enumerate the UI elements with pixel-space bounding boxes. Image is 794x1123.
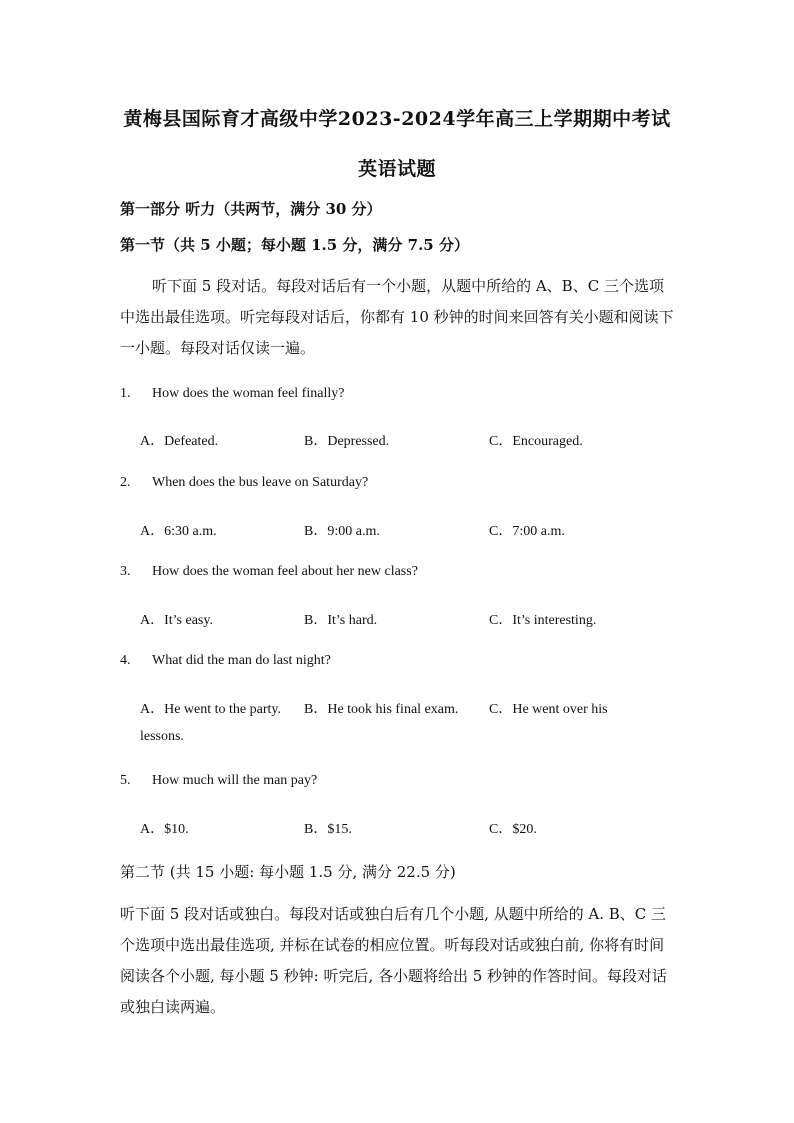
question-text: When does the bus leave on Saturday?: [152, 475, 369, 490]
question-1: [120, 386, 344, 402]
question-2-option-b[interactable]: B．9:00 a.m.: [304, 524, 380, 539]
question-1-option-b[interactable]: B．Depressed.: [304, 434, 390, 449]
section1-heading: 第一节（共 5 小题；每小题 1.5 分，满分 7.5 分）: [120, 236, 469, 254]
question-4-option-c[interactable]: C．He went over his: [489, 702, 608, 717]
section2-heading: 第二节 (共 15 小题: 每小题 1.5 分, 满分 22.5 分): [120, 863, 456, 881]
question-1-option-c[interactable]: C．Encouraged.: [489, 434, 583, 449]
question-3-option-c[interactable]: C．It’s interesting.: [489, 613, 597, 628]
question-4-option-a[interactable]: A．He went to the party.: [140, 702, 281, 717]
question-2-option-c[interactable]: C．7:00 a.m.: [489, 524, 565, 539]
question-3-option-a[interactable]: A．It’s easy.: [140, 613, 213, 628]
question-2: [120, 475, 368, 491]
question-5-option-c[interactable]: C．$20.: [489, 822, 537, 837]
question-1-option-a[interactable]: A．Defeated.: [140, 434, 219, 449]
question-2-option-a[interactable]: A．6:30 a.m.: [140, 524, 217, 539]
question-5-option-b[interactable]: B．$15.: [304, 822, 352, 837]
question-text: What did the man do last night?: [152, 653, 331, 668]
section2-instructions: 听下面 5 段对话或独白。每段对话或独白后有几个小题, 从题中所给的 A. B、C 三个选项中选出最佳选项, 并标在试卷的相应位置。听每段对话或独白前, 你将有时间阅读各个小题, 每小题 5 秒钟: 听完后, 各小题将给出 5 秒钟的作答时间。每段对话或独白读两遍。: [120, 905, 668, 1016]
question-5: [120, 773, 317, 789]
question-number: 5.: [120, 773, 131, 788]
exam-subtitle: 英语试题: [357, 158, 436, 180]
section1-instructions: 听下面 5 段对话。每段对话后有一个小题，从题中所给的 A、B、C 三个选项中选出最佳选项。听完每段对话后，你都有 10 秒钟的时间来回答有关小题和阅读下一小题。每段对话仅读一遍。: [120, 277, 674, 357]
question-4-option-b[interactable]: B．He took his final exam.: [304, 702, 459, 717]
question-number: 3.: [120, 564, 131, 579]
question-text: How does the woman feel finally?: [152, 386, 345, 401]
question-3-option-b[interactable]: B．It’s hard.: [304, 613, 378, 628]
question-number: 2.: [120, 475, 131, 490]
exam-title: 黄梅县国际育才高级中学2023-2024学年高三上学期期中考试: [123, 108, 671, 130]
question-text: How does the woman feel about her new class?: [152, 564, 418, 579]
question-number: 1.: [120, 386, 131, 401]
question-text: How much will the man pay?: [152, 773, 318, 788]
question-3: [120, 564, 418, 580]
question-4: [120, 653, 331, 669]
question-5-option-a[interactable]: A．$10.: [140, 822, 189, 837]
question-4-option-c-continued: lessons.: [140, 729, 184, 744]
question-number: 4.: [120, 653, 131, 668]
part1-heading: 第一部分 听力（共两节，满分 30 分）: [120, 200, 382, 218]
